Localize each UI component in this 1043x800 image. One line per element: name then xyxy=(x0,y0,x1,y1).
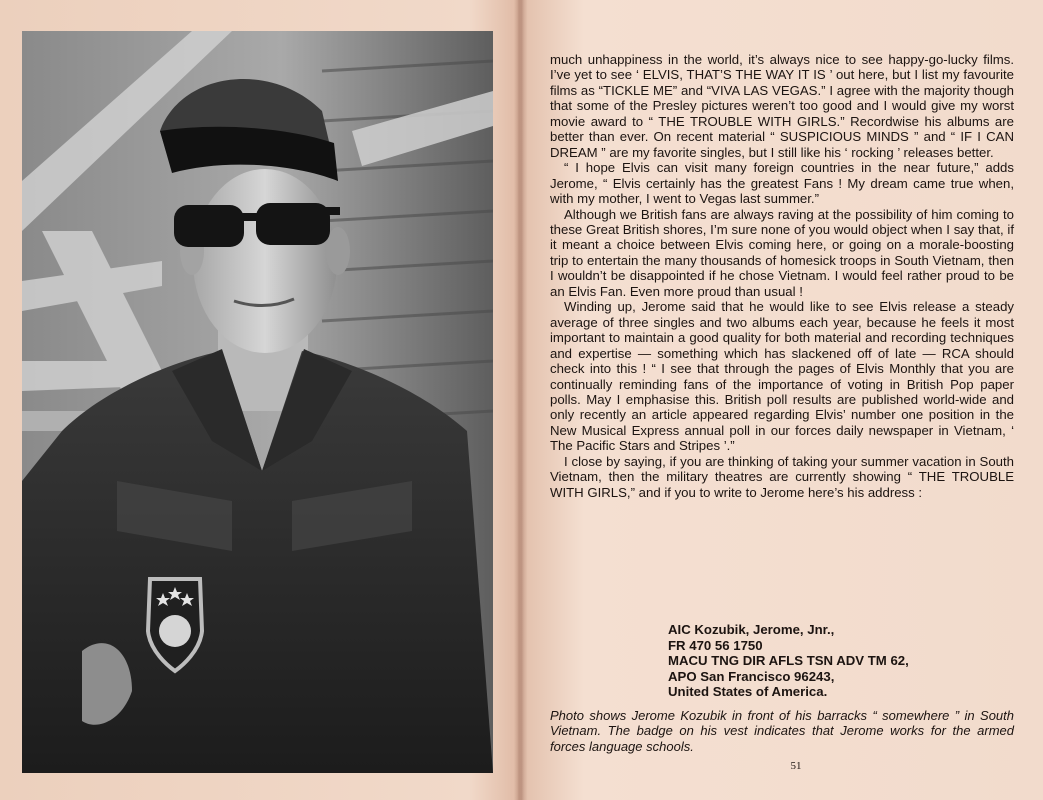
right-page xyxy=(522,0,1043,800)
mailing-address xyxy=(668,622,1028,700)
article-paragraph: Winding up, Jerome said that he would like to see Elvis release a steady average of three singles and two albums each year, because he feels it most important to maintain a good quality for both material and recording techniques and expertise — something which has slackened off of late — RCA should check into this ! “ I see that through the pages of Elvis Monthly that you are continually reminding fans of the importance of voting in British Pop paper polls. May I emphasise this. British poll results are published world-wide and only recently an article appeared regarding Elvis’ number one position in the New Musical Express annual poll in our forces daily newspaper in Vietnam, ‘ The Pacific Stars and Stripes ’.” xyxy=(550,299,1014,454)
photo-caption: Photo shows Jerome Kozubik in front of his barracks “ somewhere ” in South Vietnam. The badge on his vest indicates that Jerome works for the armed forces language schools. xyxy=(550,708,1014,754)
left-page xyxy=(0,0,518,800)
address-line: United States of America. xyxy=(668,684,828,700)
portrait-photo-illustration xyxy=(22,31,493,773)
article-paragraph: I close by saying, if you are thinking of taking your summer vacation in South Vietnam, then the military theatres are currently showing “ THE TROUBLE WITH GIRLS,” and if you to write to Jerome here’s his address : xyxy=(550,453,1014,500)
portrait-photo xyxy=(22,31,493,773)
address-line: AIC Kozubik, Jerome, Jnr., xyxy=(668,622,835,637)
page-number: 51 xyxy=(790,760,802,772)
article-paragraph: much unhappiness in the world, it’s always nice to see happy-go-lucky films. I’ve yet to see ‘ ELVIS, THAT’S THE WAY IT IS ’ out here, but I list my favourite films as “TICKLE ME” and “VIVA LAS VEGAS.” I agree with the majority though that some of the Presley pictures weren’t too good and I would give my worst movie award to “ THE TROUBLE WITH GIRLS.” Recordwise his albums are better than ever. On recent material “ SUSPICIOUS MINDS ” and “ IF I CAN DREAM ” are my favorite singles, but I still like his ‘ rocking ’ releases better. xyxy=(550,52,1014,160)
article-body xyxy=(550,52,1014,500)
address-line: APO San Francisco 96243, xyxy=(668,668,835,684)
article-paragraph: Although we British fans are always raving at the possibility of him coming to these Great British shores, I’m sure none of you would object when I say that, if it meant a choice between Elvis coming here, or going on a morale-boosting trip to entertain the many thousands of homesick troops in South Vietnam, then I wouldn’t be disappointed if he chose Vietnam. I would feel rather proud to be an Elvis Fan. Even more proud than usual ! xyxy=(550,206,1014,299)
article-paragraph: “ I hope Elvis can visit many foreign countries in the near future,” adds Jerome, “ Elvis certainly has the greatest Fans ! My dream came true when, with my mother, I went to Vegas last summer.” xyxy=(550,160,1014,207)
address-line: FR 470 56 1750 xyxy=(668,637,763,653)
address-line: MACU TNG DIR AFLS TSN ADV TM 62, xyxy=(668,653,909,669)
